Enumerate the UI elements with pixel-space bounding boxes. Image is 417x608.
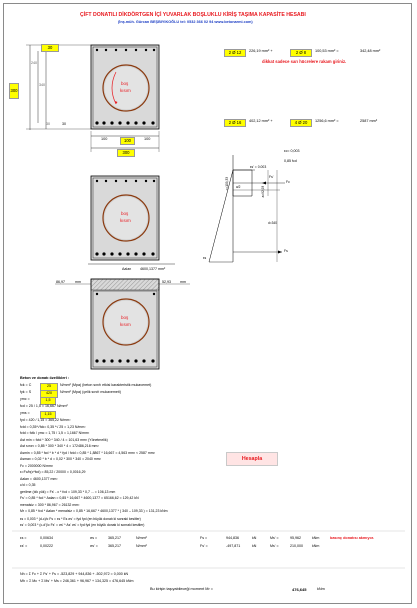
row1-unit2: kN <box>252 536 257 540</box>
row2-val3: -497,871 <box>226 544 241 548</box>
fcd-line: fcd = 25 / 1,5 = 16,667 N/mm² <box>20 404 68 408</box>
row1-val: 0,00634 <box>40 536 53 540</box>
top-bar-input-2[interactable]: 2 Ø 8 <box>290 49 312 57</box>
gs-label: γms = <box>20 411 30 415</box>
area-value: 4600,1377 mm² <box>140 267 166 271</box>
calc-line: Ast sınırı = 0,85 * 300 * 340 * 4 = 172486,216 mm² <box>20 444 99 448</box>
gs-input[interactable]: 1,15 <box>40 411 56 419</box>
row2-val4: 210,000 <box>290 544 303 548</box>
dim-label: 52,93 <box>162 280 171 284</box>
fyk-label: fyk = S <box>20 390 32 394</box>
dim-label: 30 <box>46 122 50 126</box>
fck-unit: N/mm² (Mpa) (beton sınıfı etkisi karakteristik mukavemet) <box>60 383 152 387</box>
void-width-input[interactable]: 100 <box>120 137 135 145</box>
calc-line: ε=Fc/b(c*fcd) = 85,22 / 20000 = 0,0016,29 <box>20 470 86 474</box>
result-label: Bu kirişin taşıyabileceği moment Mr = <box>150 587 213 591</box>
warning-text: dikkat sadece sarı hücrelere rakam giriniz. <box>262 59 347 64</box>
fck-label: fck = C <box>20 383 32 387</box>
strain-top-label: εs' = 0.003 <box>250 165 267 169</box>
calc-line: fyd = 420 / 1,15 = 365,22 N/mm² <box>20 418 71 422</box>
sum-moments: Mh = Σ Mc + Σ Ms' + Ms = 246,361 + 96,967 + 134,325 = 476,645 kNm <box>20 579 134 583</box>
calc-line: fctd = 0,35*√fck= 0,35 *√ 25 = 1,23 N/mm² <box>20 424 86 429</box>
void-label: kısım <box>120 88 131 93</box>
row2-label2: σs' = <box>90 544 98 548</box>
row1-label2: σs = <box>90 536 98 540</box>
dim-c: c=109,33 <box>225 176 230 191</box>
row2-unit3: kNm <box>312 544 320 548</box>
calc-line: fctd = fctk / γmc = 1,75 / 1,5 = 1,1667 N/mm² <box>20 431 90 435</box>
stress-label: 0,85 fcd <box>284 159 297 163</box>
row1-val3: 944,836 <box>226 536 239 540</box>
area-total: 342,48 mm² <box>360 49 381 53</box>
row2-label4: Fs' = <box>200 544 208 548</box>
height-input[interactable]: 300 <box>9 83 19 99</box>
dim-label: 100 <box>101 137 108 141</box>
cover-top-input[interactable]: 30 <box>41 44 59 52</box>
row1-label5: Ms' = <box>270 536 279 540</box>
sum-forces: Nh = Σ Fc + Σ Fs' + Fs = -523,829 + 944,836 + -502,972 = 0,000 kN <box>20 572 129 576</box>
calc-line: Mr = 0,85 * fcd * Aalan * menalsiz = 0,85 * 16,667 * 4600,1377 * ( 340 – 109,33 ) = 131,23 kNm <box>20 509 168 513</box>
force-label: Fc <box>286 180 290 184</box>
void-label: kısım <box>120 218 131 223</box>
calc-header: Beton ve donatı özellikleri : <box>20 376 70 380</box>
strain-eq: εs' = 0,003 * (c-d')/c Fs' = σs' * As' σs' = fyd fyd (en büyük donatı ki sonraki kesitler) <box>20 523 145 527</box>
unit-label: mm <box>75 280 81 284</box>
calc-line: Fs' = 0,85 * fcd * Aalan = 0,85 * 16,667 * 4600,1377 = 65166,62 = 129,42 kN <box>20 496 139 500</box>
area-label: Aalan <box>122 267 132 271</box>
void-label: boş <box>121 211 129 216</box>
strain-label: εs <box>203 256 207 260</box>
void-label: boş <box>121 315 129 320</box>
area-text: 1256,6 mm² = <box>315 119 339 123</box>
row1-val4: 95,962 <box>290 536 301 540</box>
dim-label: 86,97 <box>56 280 65 284</box>
row2-val: 0,00222 <box>40 544 53 548</box>
neutral-axis: a/2 <box>236 185 241 189</box>
result-unit: kNm <box>317 587 325 591</box>
fck-input[interactable]: 25 <box>40 383 58 391</box>
dim-label: 100 <box>144 137 151 141</box>
calc-line: Asmax = 0,02 * b * d = 0,02 * 300 * 340 = 2040 mm² <box>20 457 101 461</box>
area-total: 2587 mm² <box>360 119 378 123</box>
void-label: kısım <box>120 322 131 327</box>
bot-bar-input-2[interactable]: 4 Ø 20 <box>290 119 312 127</box>
unit-label: mm <box>180 280 186 284</box>
cross-section-1 <box>26 45 159 152</box>
author-line: (İnş.müh. Gürcan BEŞBIYIKOĞLU tel: 0532 366 02 94 www.betonarmi.com) <box>118 20 253 24</box>
row2-unit2: kN <box>252 544 257 548</box>
calc-line: c/d = 0,35 <box>20 483 36 487</box>
calc-line: Asmin = 0,85 * fcd * b * d * fyd / fctd = 0,85 * 1,8867 * 16,667 = 4,563 mm² < 2587 mm² <box>20 450 155 455</box>
strain-label: εc= 0,003 <box>284 149 300 153</box>
row1-val2: 365,217 <box>108 536 121 540</box>
page-title: ÇİFT DONATILI DİKDÖRTGEN İÇİ YUVARLAK BOŞLUKLU KİRİŞ TAŞIMA KAPASİTE HESABI <box>80 12 306 18</box>
dim-d: d=340 <box>268 221 277 225</box>
top-bar-input-1[interactable]: 2 Ø 12 <box>224 49 246 57</box>
width-input[interactable]: 300 <box>117 149 135 157</box>
row1-label4: Fs = <box>200 536 208 540</box>
dim-label: 30 <box>62 122 66 126</box>
row1-unit3: kNm <box>312 536 320 540</box>
dim-a: a=92,93 <box>261 185 266 198</box>
row2-unit: N/mm² <box>136 544 147 548</box>
row2-label5: Ms' = <box>270 544 279 548</box>
gc-label: γmc = <box>20 397 30 401</box>
dim-label: 340 <box>39 83 45 87</box>
fyk-input[interactable]: 420 <box>40 390 58 398</box>
yield-note: basınç donatısı akmıyor. <box>330 536 375 540</box>
area-text: 226,19 mm² + <box>249 49 273 53</box>
calc-line: Fc = 2000000 N/mm² <box>20 463 53 468</box>
result-value: 476,645 <box>292 587 307 592</box>
row1-label: εs = <box>20 536 27 540</box>
force-label: Fs' <box>269 175 274 179</box>
force-label: Fs <box>284 249 288 253</box>
calc-line: menalsiz = 300 * 86,967 = 26132 mm² <box>20 502 80 507</box>
calc-line: gerilme (ılık yük) = Fs' - c * fcd = 109,33 * 0,7 ... = 106,13 mm <box>20 489 116 494</box>
calculate-button[interactable]: Hesapla <box>226 452 278 466</box>
bot-bar-input-1[interactable]: 2 Ø 16 <box>224 119 246 127</box>
cross-section-2 <box>88 155 285 264</box>
calc-line: Ast min = fctd * 300 * 340 / 4 = 101,63 mm² (Yönetmelik) <box>20 437 108 442</box>
calc-line: Aalan = 4600,1377 mm² <box>20 476 58 481</box>
area-text: 100,53 mm² = <box>315 49 339 53</box>
dim-label: 240 <box>31 61 37 65</box>
area-text: 402,12 mm² + <box>249 119 273 123</box>
gc-input[interactable]: 1,5 <box>40 397 56 405</box>
fyk-unit: N/mm² (Mpa) (çelik sınıfı mukavemeti) <box>60 390 121 394</box>
row2-val2: 365,217 <box>108 544 121 548</box>
row1-unit: N/mm² <box>136 536 147 540</box>
void-label: boş <box>121 81 129 86</box>
row2-label: εs' = <box>20 544 28 548</box>
strain-eq: εs = 0,003 * (d-c)/c Fs = εs * Es σs' = fyd fyd (en büyük donatı ki sonraki kesitler) <box>20 517 141 521</box>
